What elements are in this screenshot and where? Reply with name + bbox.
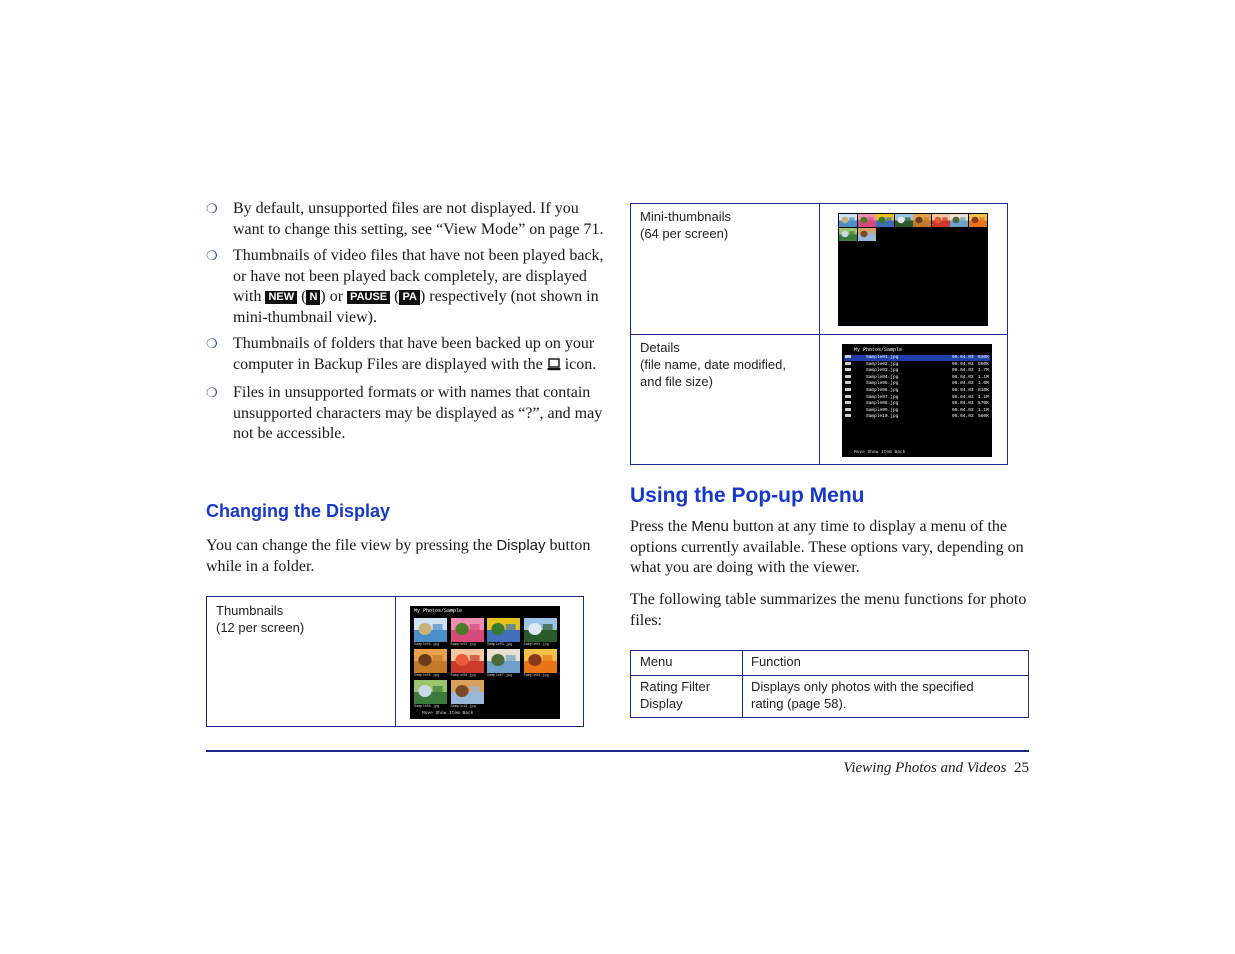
body-text: You can change the file view by pressing the [206, 537, 493, 554]
details-row [844, 368, 990, 374]
label-line: Mini-thumbnails [640, 209, 732, 224]
mini-details-view-table [630, 203, 1008, 465]
label-line: (12 per screen) [216, 620, 305, 635]
bullet-text: By default, unsupported files are not displayed. If you want to change this setting, see “View Mode” on page 71. [233, 200, 604, 238]
bullet-circle-icon: ❍ [206, 201, 218, 216]
changing-display-heading: Changing the Display [206, 501, 391, 521]
bullet-text: Thumbnails of folders that have been backed up on your computer in Backup Files are displayed with the [233, 335, 595, 373]
details-screen-image [842, 344, 992, 457]
details-label [640, 339, 786, 390]
details-name: Sample09.jpg [866, 407, 899, 413]
bullet-item: ❍ Thumbnails of video files that have not been played back, or have not been played back completely, are displayed with NEW ( N ) or PAUSE ( PA ) respectively (not shown in mini-thumbnail view). [206, 247, 604, 326]
details-row [844, 414, 990, 420]
cell-line: Display [640, 696, 683, 711]
details-date: 06.04.03 [952, 401, 974, 407]
pa-badge-icon: PA [399, 290, 419, 305]
footer-section-title: Viewing Photos and Videos [843, 760, 1007, 776]
col-header-menu: Menu [640, 654, 673, 669]
page-footer [843, 760, 1029, 777]
body-text: button at any time to display a menu of the options currently available. These options vary, depending on what you are doing with the viewer. [630, 518, 1024, 576]
mini-thumbnail-tile [969, 214, 987, 232]
details-size: 1.7M [978, 368, 989, 374]
screen-title: My Photos/Sample [414, 608, 463, 614]
details-name: Sample01.jpg [866, 355, 899, 360]
computer-icon [547, 357, 561, 378]
screen-footer: Move Show Item Back [422, 711, 474, 716]
thumbnail-filename: Sample06.jpg [450, 674, 476, 678]
new-badge-icon: NEW [265, 291, 297, 304]
details-date: 06.04.03 [952, 368, 974, 374]
details-size: 1.0M [978, 381, 989, 387]
footer-rule [206, 750, 1029, 752]
bullet-circle-icon: ❍ [206, 385, 218, 400]
details-date: 06.04.03 [952, 381, 974, 387]
label-line: and file size) [640, 374, 713, 389]
details-size: 810K [978, 388, 989, 393]
label-line: Details [640, 340, 680, 355]
bullet-item [206, 383, 606, 445]
details-date: 06.04.03 [952, 374, 974, 380]
mini-thumbnail-tile [950, 214, 968, 232]
details-row [844, 355, 990, 361]
mini-thumbnail-tile [858, 228, 876, 246]
details-row [844, 375, 990, 381]
thumbnail-filename: Sample10.jpg [450, 705, 476, 709]
cell-line: rating (page 58). [751, 696, 847, 711]
bullet-circle-icon: ❍ [206, 336, 218, 351]
details-row [844, 362, 990, 368]
details-size: 950K [978, 361, 989, 367]
mini-thumbnails-label [640, 208, 731, 242]
thumbnail-filename: Sample05.jpg [414, 674, 440, 678]
display-button-name: Display [496, 537, 546, 554]
table-cell-function [751, 678, 974, 712]
n-badge-icon: N [306, 290, 320, 305]
body-text: button while in a folder. [206, 537, 591, 575]
popup-menu-heading: Using the Pop-up Menu [630, 484, 865, 507]
cell-line: Rating Filter [640, 679, 711, 694]
bullet-text-post: respectively (not shown in mini-thumbnail view). [233, 288, 599, 326]
details-size: 560K [978, 414, 989, 420]
mini-thumbnail-tile [932, 214, 950, 232]
details-size: 630K [978, 355, 989, 360]
thumbnail-filename: Sample09.jpg [414, 705, 440, 709]
changing-display-body [206, 536, 606, 577]
bullet-text-or: or [329, 288, 344, 305]
details-size: 1.1M [978, 394, 989, 400]
mini-thumbnail-tile [839, 228, 857, 246]
details-date: 06.04.03 [952, 407, 974, 413]
thumbnail-filename: Sample01.jpg [414, 643, 440, 647]
details-date: 06.04.03 [952, 361, 974, 367]
details-name: Sample07.jpg [866, 394, 899, 400]
popup-paragraph-1 [630, 517, 1029, 579]
thumbnails-view-table [206, 596, 584, 727]
cell-line: Displays only photos with the specified [751, 679, 974, 694]
thumbnail-filename: Sample08.jpg [523, 674, 549, 678]
col-header-function: Function [751, 654, 801, 669]
details-name: Sample03.jpg [866, 368, 899, 374]
pause-badge-icon: PAUSE [347, 291, 390, 304]
table-cell-menu [640, 678, 710, 712]
label-line: (64 per screen) [640, 226, 729, 241]
bullet-text-post: icon. [564, 355, 597, 373]
popup-paragraph-2: The following table summarizes the menu functions for photo files: [630, 591, 1027, 629]
menu-button-name: Menu [691, 518, 729, 535]
details-name: Sample06.jpg [866, 388, 899, 393]
details-name: Sample04.jpg [866, 374, 899, 380]
thumbnail-filename: Sample02.jpg [450, 643, 476, 647]
page-number: 25 [1014, 760, 1029, 776]
screen-title: My Photos/Sample [854, 347, 903, 353]
details-row [844, 388, 990, 394]
details-row [844, 401, 990, 407]
mini-thumbnail-tile [913, 214, 931, 232]
details-date: 06.04.03 [952, 394, 974, 400]
details-name: Sample02.jpg [866, 361, 899, 367]
bullet-item [206, 334, 606, 377]
thumbnail-filename: Sample03.jpg [487, 643, 513, 647]
thumbnails-screen-image [410, 606, 560, 719]
details-row [844, 381, 990, 387]
mini-thumbnail-tile [876, 214, 894, 232]
bullet-list [206, 199, 606, 451]
details-size: 1.1M [978, 374, 989, 380]
thumbnail-filename: Sample07.jpg [487, 674, 513, 678]
details-date: 06.04.03 [952, 355, 974, 360]
details-size: 570K [978, 401, 989, 407]
details-date: 06.04.03 [952, 414, 974, 420]
details-date: 06.04.03 [952, 388, 974, 393]
thumbnails-label [216, 602, 304, 636]
label-line: Thumbnails [216, 603, 284, 618]
bullet-item [206, 199, 606, 240]
label-line: (file name, date modified, [640, 357, 786, 372]
bullet-text: Files in unsupported formats or with names that contain unsupported characters may be displayed as “?”, and may not be accessible. [233, 384, 603, 442]
body-text: Press the [630, 518, 688, 535]
mini-thumbnail-tile [895, 214, 913, 232]
menu-function-table [630, 650, 1029, 718]
details-row [844, 395, 990, 401]
bullet-circle-icon: ❍ [206, 248, 218, 263]
details-size: 1.1M [978, 407, 989, 413]
details-name: Sample05.jpg [866, 381, 899, 387]
details-name: Sample10.jpg [866, 414, 899, 420]
thumbnail-filename: Sample04.jpg [523, 643, 549, 647]
details-name: Sample08.jpg [866, 401, 899, 407]
details-row [844, 408, 990, 414]
mini-thumbnails-screen-image [838, 213, 988, 326]
bullet-text: Thumbnails of video files that have not been played back, or have not been played back completely, are displayed with [233, 247, 604, 305]
screen-footer: Move Show Item Back [854, 450, 906, 455]
